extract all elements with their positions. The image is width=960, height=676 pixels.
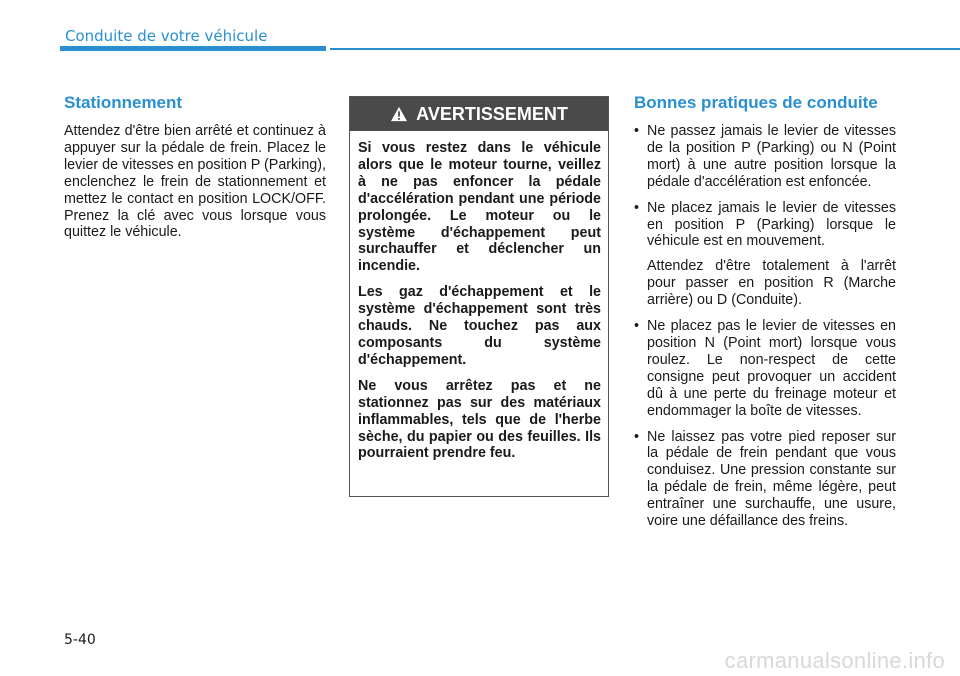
driving-tips-section bbox=[634, 93, 896, 539]
section-title: Conduite de votre véhicule bbox=[65, 27, 268, 45]
list-item-extra: Attendez d'être totalement à l'arrêt pour passer en position R (Marche arrière) ou D (Conduite). bbox=[647, 258, 896, 309]
bullet: • bbox=[634, 428, 640, 445]
parking-paragraph: Attendez d'être bien arrêté et continuez à appuyer sur la pédale de frein. Placez le levier de vitesses en position P (Parking), enclenchez le frein de stationnement et mettez le contact en position LOCK/OFF. Prenez la clé avec vous lorsque vous quittez le véhicule. bbox=[64, 123, 326, 241]
driving-tips-heading: Bonnes pratiques de conduite bbox=[634, 93, 878, 112]
page-number: 5-40 bbox=[64, 632, 96, 648]
list-item-text: Ne placez jamais le levier de vitesses en position P (Parking) lorsque le véhicule est en mouvement. bbox=[647, 199, 896, 250]
warning-paragraph: Si vous restez dans le véhicule alors que le moteur tourne, veillez à ne pas enfoncer la pédale d'accélération pendant une période prolongée. Le moteur ou le système d'échappement peut surchauffer et déclencher un incendie. bbox=[358, 140, 601, 275]
warning-header bbox=[350, 97, 608, 131]
list-item-text: Ne placez pas le levier de vitesses en position N (Point mort) lorsque vous roulez. Le non-respect de cette consigne peut provoquer un accident dû à une perte du freinage moteur et endommager la boîte de vitesses. bbox=[647, 318, 896, 419]
warning-paragraph: Ne vous arrêtez pas et ne stationnez pas sur des matériaux inflammables, tels que de l'herbe sèche, du papier ou des feuilles. Ils pourraient prendre feu. bbox=[358, 377, 601, 462]
bullet: • bbox=[634, 123, 640, 139]
list-item-text: Ne passez jamais le levier de vitesses de la position P (Parking) ou N (Point mort) à une autre position lorsque la pédale d'accélération est enfoncée. bbox=[647, 123, 896, 190]
bullet: • bbox=[634, 318, 640, 335]
bullet: • bbox=[634, 199, 640, 216]
header-bar-thick bbox=[60, 46, 326, 51]
list-item bbox=[634, 200, 896, 309]
driving-tips-list bbox=[634, 123, 896, 530]
list-item bbox=[634, 429, 896, 530]
header-bar-thin bbox=[330, 48, 960, 50]
warning-body bbox=[350, 131, 608, 462]
warning-paragraph: Les gaz d'échappement et le système d'échappement sont très chauds. Ne touchez pas aux composants du système d'échappement. bbox=[358, 284, 601, 368]
warning-box bbox=[349, 96, 609, 497]
list-item-text: Ne laissez pas votre pied reposer sur la pédale de frein pendant que vous conduisez. Une pression constante sur la pédale de frein, même légère, peut entraîner une surchauffe, une usure, voire une défaillance des freins. bbox=[647, 428, 896, 530]
watermark: carmanualsonline.info bbox=[724, 648, 945, 673]
parking-section bbox=[64, 93, 326, 241]
warning-triangle-icon bbox=[390, 106, 408, 122]
parking-heading: Stationnement bbox=[64, 93, 183, 112]
warning-title: AVERTISSEMENT bbox=[416, 103, 568, 124]
list-item bbox=[634, 123, 896, 191]
list-item bbox=[634, 318, 896, 419]
